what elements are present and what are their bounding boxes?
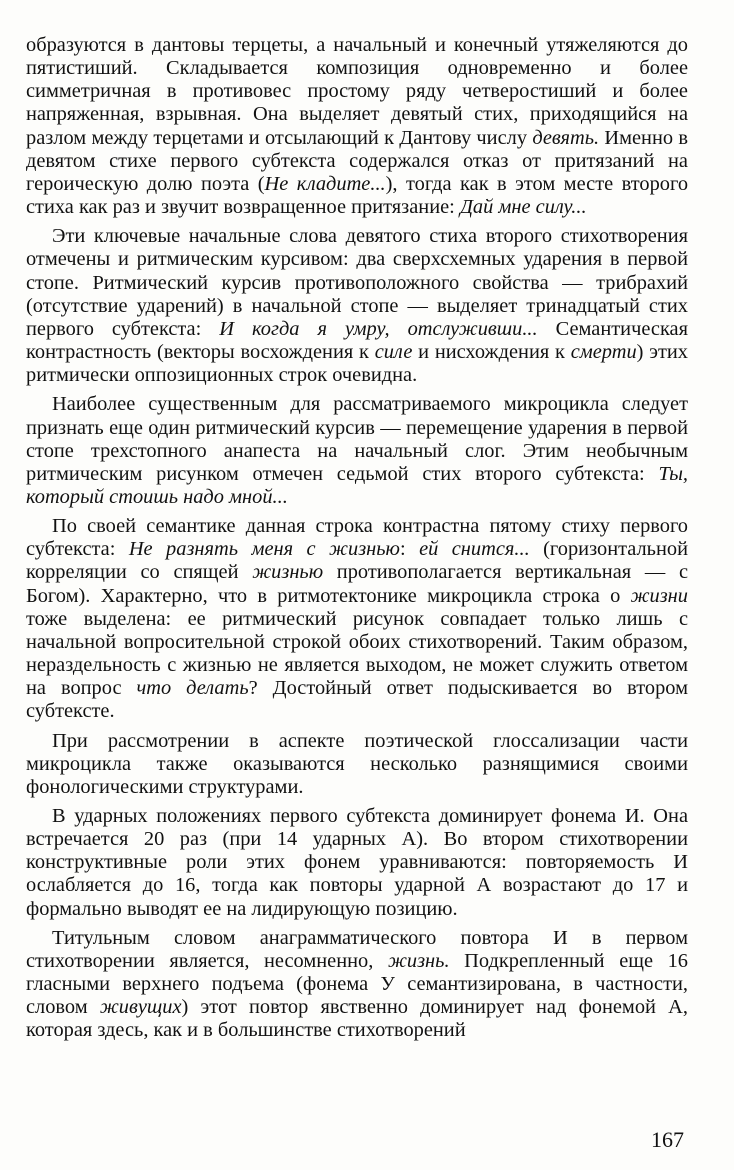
text-run: При рассмотрении в аспекте поэтической глоссализации части микроцикла также оказываются несколько разнящимися своими фонологическими структурами. (26, 729, 688, 798)
text-run: ) этот повтор явственно доминирует над фонемой А, которая здесь, как и в большинстве стихотворений (26, 996, 688, 1042)
paragraph (26, 805, 688, 921)
italic-text: жизнь. (387, 949, 450, 972)
text-run: ), тогда как в этом месте второго стиха как раз и звучит возвращенное притязание: (26, 172, 689, 219)
italic-text: живущих (99, 996, 182, 1019)
page-number: 167 (651, 1127, 684, 1152)
text-run: Семантическая контрастность (векторы восхождения к (26, 317, 688, 364)
italic-text: жизнью (252, 561, 324, 584)
paragraph (26, 34, 688, 219)
text-run: По своей семантике данная строка контрастна пятому стиху первого субтекста: (26, 515, 688, 561)
paragraph (26, 393, 688, 509)
text-run: : (399, 538, 420, 561)
paragraph (26, 730, 688, 799)
italic-text: ей снится... (419, 538, 530, 561)
text-run: и нисхождения к (412, 341, 571, 364)
text-run: Наиболее существенным для рассматриваемого микроцикла следует признать еще один ритмический курсив — перемещение ударения в первой стопе трехстопного анапеста на начальный слог. Этим необычным ритмическим рисунком отмечен седьмой стих второго субтекста: (26, 393, 688, 485)
text-run: ) этих ритмически оппозиционных строк очевидна. (26, 341, 688, 387)
text-run: В ударных положениях первого субтекста доминирует фонема И. Она встречается 20 раз (при 14 ударных А). Во втором стихотворении конструктивные роли этих фонем уравниваются: повторяемость И ослабляется до 16, тогда как повторы ударной А возрастают до 17 и формально выводят ее на лидирующую позицию. (26, 805, 688, 920)
text-run: ? Достойный ответ подыскивается во втором субтексте. (26, 677, 688, 723)
italic-text: что делать (136, 677, 249, 700)
paragraph (26, 927, 688, 1043)
text-run: Титульным словом анаграмматического повтора И в первом стихотворении является, несомненно, (26, 926, 688, 972)
italic-text: И когда я умру, отслуживши... (219, 317, 538, 340)
italic-text: жизни (630, 584, 688, 607)
italic-text: девять. (532, 126, 600, 149)
text-run: Именно в девятом стихе первого субтекста содержался отказ от притязаний на героическую долю поэта ( (26, 126, 688, 195)
paragraph (26, 515, 688, 723)
italic-text: Ты, который стоишь надо мной... (26, 462, 688, 508)
text-run: образуются в дантовы терцеты, а начальный и конечный утяжеляются до пятистиший. Складывается композиция одновременно и более симметричная в противовес простому ряду четверостиший и более напряженная, взрывная. Она выделяет девятый стих, приходящийся на разлом между терцетами и отсылающий к Дантову числу (26, 34, 688, 149)
italic-text: смерти (570, 341, 637, 364)
paragraph (26, 225, 688, 387)
italic-text: силе (374, 341, 413, 364)
text-run: противополагается вертикальная — с Богом). Характерно, что в ритмотектонике микроцикла строка о (26, 561, 688, 607)
body-text (26, 34, 688, 1043)
text-run: Подкрепленный еще 16 гласными верхнего подъема (фонема У семантизирована, в частности, словом (26, 949, 688, 1019)
text-run: (горизонтальной корреляции со спящей (26, 538, 688, 584)
text-run: Эти ключевые начальные слова девятого стиха второго стихотворения отмечены и ритмическим курсивом: два сверхсхемных ударения в первой стопе. Ритмический курсив противоположного свойства — трибрахий (отсутствие ударений) в начальной стопе — выделяет тринадцатый стих первого субтекста: (26, 225, 688, 340)
italic-text: Не разнять меня с жизнью (128, 538, 400, 561)
italic-text: Не кладите... (264, 172, 386, 195)
italic-text: Дай мне силу... (459, 196, 587, 219)
text-run: тоже выделена: ее ритмический рисунок совпадает только лишь с начальной вопросительной строкой обоих стихотворений. Таким образом, нераздельность с жизнью не является выходом, не может служить ответом на вопрос (26, 607, 688, 700)
